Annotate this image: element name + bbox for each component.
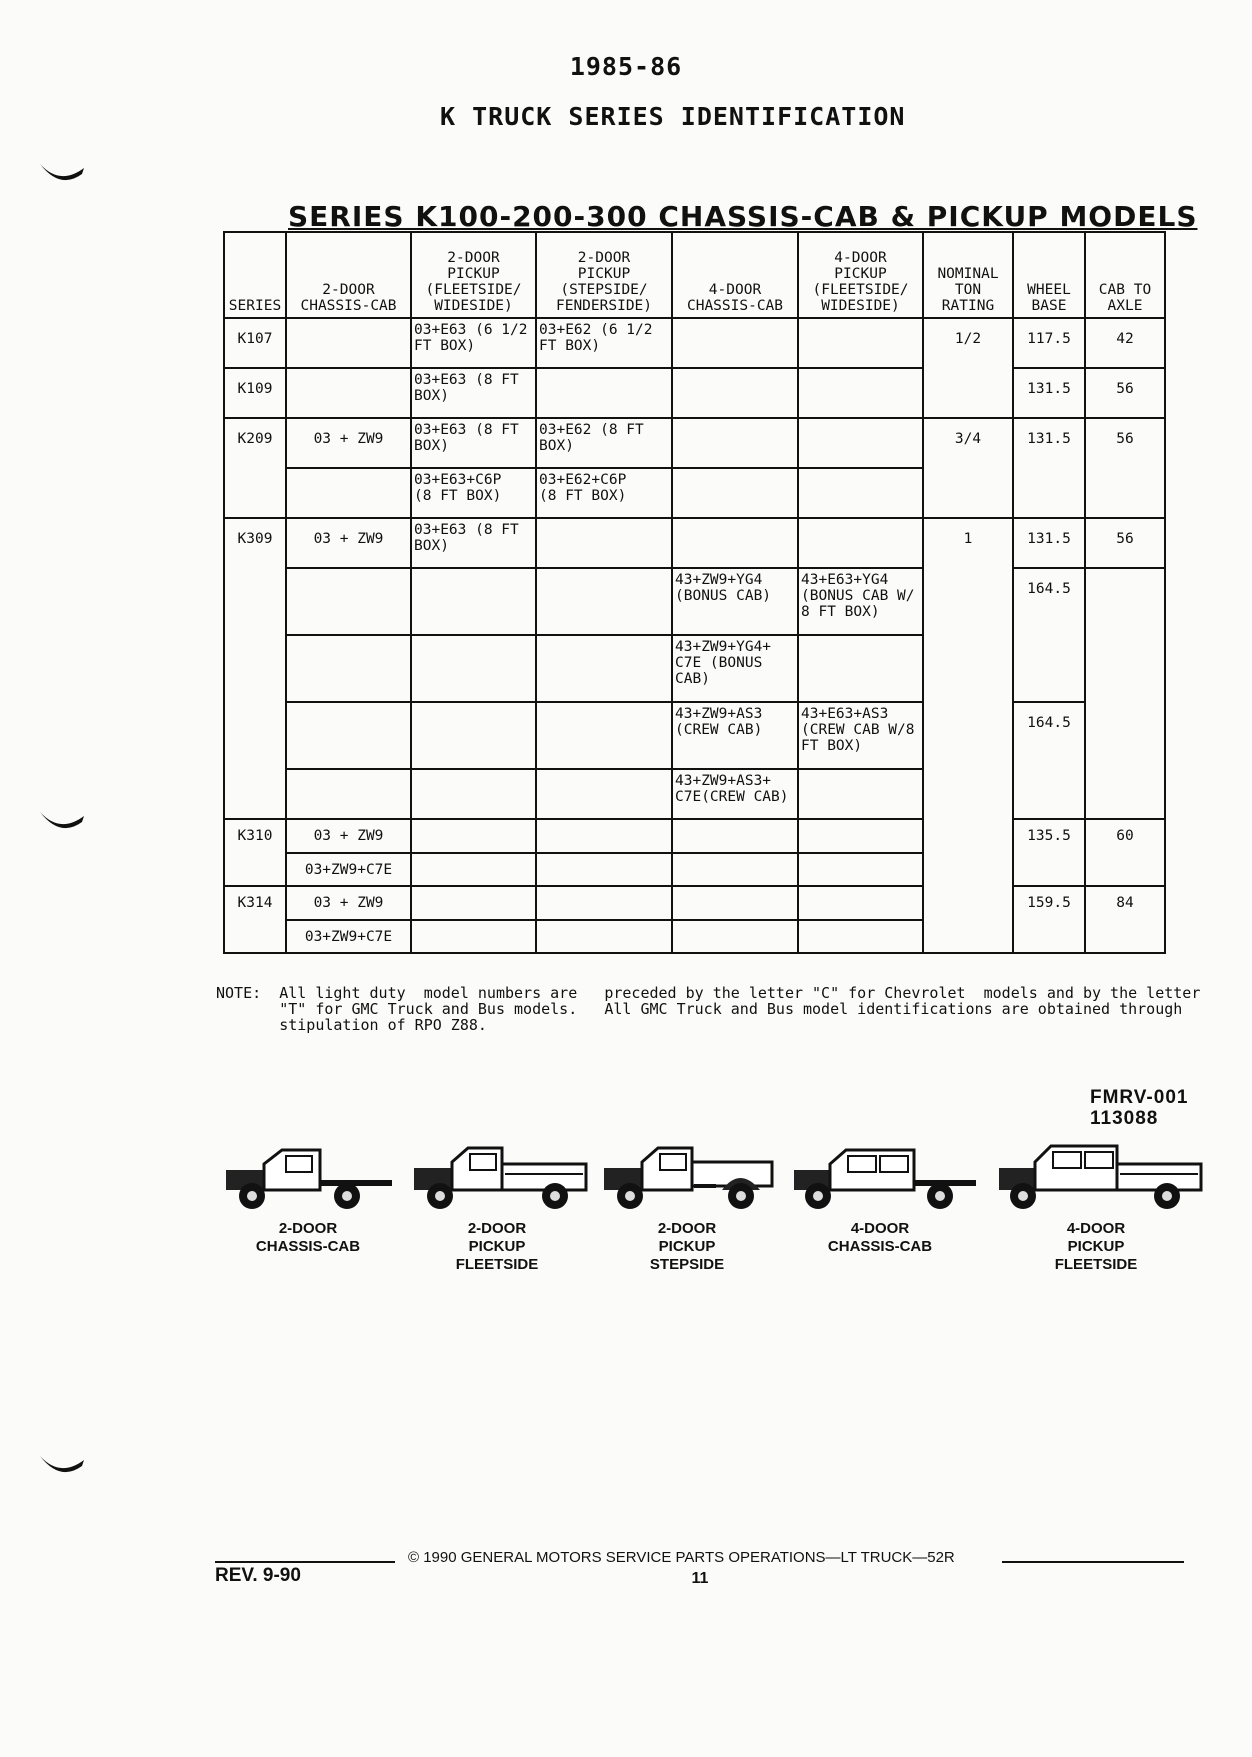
cell-wheel-base: 131.5 (1013, 418, 1085, 518)
cell (798, 769, 923, 819)
table-row (224, 886, 1165, 920)
cell (798, 920, 923, 953)
cell-wheel-base: 135.5 (1013, 819, 1085, 886)
cell (798, 518, 923, 568)
cell (672, 819, 798, 853)
cell: 03+ZW9+C7E (286, 853, 411, 886)
table-header-row (224, 232, 1165, 318)
col-header-4door-pickup: 4-DOOR PICKUP (FLEETSIDE/ WIDESIDE) (798, 232, 923, 318)
cell: 03+E62 (8 FT BOX) (536, 418, 672, 468)
cell (536, 853, 672, 886)
cell (536, 769, 672, 819)
cell (672, 318, 798, 368)
cell: 03+E63 (6 1/2 FT BOX) (411, 318, 536, 368)
binder-hole-mark (38, 1452, 86, 1474)
cell-cab-to-axle: 56 (1085, 368, 1165, 418)
col-header-wheel-base: WHEEL BASE (1013, 232, 1085, 318)
truck-label: 4-DOOR PICKUP FLEETSIDE (1054, 1220, 1138, 1273)
truck-label: 2-DOOR PICKUP STEPSIDE (649, 1220, 725, 1273)
table-row (224, 568, 1165, 635)
cell-series: K209 (224, 418, 286, 518)
cell (536, 368, 672, 418)
cell: 03+E63 (8 FT BOX) (411, 418, 536, 468)
cell-ton: 1/2 (923, 318, 1013, 418)
cell-wheel-base: 131.5 (1013, 368, 1085, 418)
table-row (224, 418, 1165, 468)
truck-4door-chassis-cab-illustration (790, 1140, 980, 1215)
figure-code: FMRV-001 113088 (1090, 1087, 1189, 1129)
cell (411, 769, 536, 819)
cell-wheel-base: 117.5 (1013, 318, 1085, 368)
cell (798, 635, 923, 702)
cell: 03 + ZW9 (286, 518, 411, 568)
cell: 43+E63+AS3 (CREW CAB W/8 FT BOX) (798, 702, 923, 769)
cell (1085, 568, 1165, 819)
table-row (224, 518, 1165, 568)
cell-cab-to-axle: 60 (1085, 819, 1165, 886)
cell: 03+E62+C6P (8 FT BOX) (536, 468, 672, 518)
note-text: NOTE: All light duty model numbers are preceded by the letter "C" for Chevrolet models and by the letter "T" for GMC Truck and Bus models. All GMC Truck and Bus model identifications are obtained through stipulation of RPO Z88. (216, 984, 1201, 1034)
page-title: K TRUCK SERIES IDENTIFICATION (440, 102, 906, 131)
table-row (224, 819, 1165, 853)
cell (411, 853, 536, 886)
cell: 03+E63 (8 FT BOX) (411, 518, 536, 568)
cell (286, 368, 411, 418)
cell (411, 819, 536, 853)
cell: 43+E63+YG4 (BONUS CAB W/ 8 FT BOX) (798, 568, 923, 635)
table-row (224, 702, 1165, 769)
footer-rule-left (215, 1561, 395, 1563)
truck-label: 2-DOOR PICKUP FLEETSIDE (455, 1220, 539, 1273)
cell (536, 635, 672, 702)
binder-hole-mark (38, 160, 86, 182)
cell (798, 318, 923, 368)
cell-series: K310 (224, 819, 286, 886)
cell (672, 920, 798, 953)
cell (411, 635, 536, 702)
col-header-2door-pickup-fleetside: 2-DOOR PICKUP (FLEETSIDE/ WIDESIDE) (411, 232, 536, 318)
cell-cab-to-axle: 42 (1085, 318, 1165, 368)
cell (286, 635, 411, 702)
cell: 03 + ZW9 (286, 886, 411, 920)
cell-cab-to-axle: 84 (1085, 886, 1165, 953)
cell-series: K309 (224, 518, 286, 819)
col-header-2door-pickup-stepside: 2-DOOR PICKUP (STEPSIDE/ FENDERSIDE) (536, 232, 672, 318)
col-header-2door-chassis: 2-DOOR CHASSIS-CAB (286, 232, 411, 318)
col-header-4door-chassis: 4-DOOR CHASSIS-CAB (672, 232, 798, 318)
truck-2door-chassis-cab-illustration (222, 1140, 397, 1215)
cell (798, 853, 923, 886)
truck-label: 4-DOOR CHASSIS-CAB (827, 1220, 933, 1255)
cell: 43+ZW9+AS3 (CREW CAB) (672, 702, 798, 769)
cell: 03 + ZW9 (286, 418, 411, 468)
truck-2door-pickup-stepside-illustration (600, 1140, 785, 1215)
cell (798, 886, 923, 920)
series-table (223, 231, 1166, 954)
cell-series: K109 (224, 368, 286, 418)
cell (411, 886, 536, 920)
cell (672, 468, 798, 518)
cell (798, 368, 923, 418)
truck-2door-pickup-fleetside-illustration (410, 1140, 590, 1215)
cell (798, 468, 923, 518)
cell (286, 468, 411, 518)
cell-wheel-base: 164.5 (1013, 702, 1085, 819)
cell (286, 318, 411, 368)
cell-series: K314 (224, 886, 286, 953)
page-year: 1985-86 (569, 52, 683, 81)
col-header-cab-to-axle: CAB TO AXLE (1085, 232, 1165, 318)
cell (672, 853, 798, 886)
cell (672, 886, 798, 920)
table-row (224, 368, 1165, 418)
cell (286, 702, 411, 769)
cell: 43+ZW9+YG4 (BONUS CAB) (672, 568, 798, 635)
cell (411, 702, 536, 769)
cell: 43+ZW9+AS3+ C7E(CREW CAB) (672, 769, 798, 819)
cell: 43+ZW9+YG4+ C7E (BONUS CAB) (672, 635, 798, 702)
footer-rule-right (1002, 1561, 1184, 1563)
cell: 03+E63+C6P (8 FT BOX) (411, 468, 536, 518)
cell (798, 819, 923, 853)
cell (536, 886, 672, 920)
cell (536, 920, 672, 953)
cell (536, 568, 672, 635)
truck-label: 2-DOOR CHASSIS-CAB (255, 1220, 361, 1255)
cell (536, 819, 672, 853)
cell-ton: 1 (923, 518, 1013, 953)
cell (286, 769, 411, 819)
cell-cab-to-axle: 56 (1085, 418, 1165, 518)
page-number: 11 (691, 1570, 709, 1587)
cell (672, 418, 798, 468)
cell (411, 920, 536, 953)
cell: 03+E62 (6 1/2 FT BOX) (536, 318, 672, 368)
cell: 03 + ZW9 (286, 819, 411, 853)
cell (536, 702, 672, 769)
binder-hole-mark (38, 808, 86, 830)
cell: 03+E63 (8 FT BOX) (411, 368, 536, 418)
cell-ton: 3/4 (923, 418, 1013, 518)
cell-cab-to-axle: 56 (1085, 518, 1165, 568)
section-title: SERIES K100-200-300 CHASSIS-CAB & PICKUP MODELS (288, 200, 1198, 233)
cell-wheel-base: 159.5 (1013, 886, 1085, 953)
cell: 03+ZW9+C7E (286, 920, 411, 953)
cell-wheel-base: 164.5 (1013, 568, 1085, 702)
cell (411, 568, 536, 635)
cell (798, 418, 923, 468)
footer-revision: REV. 9-90 (215, 1565, 301, 1586)
cell-wheel-base: 131.5 (1013, 518, 1085, 568)
truck-4door-pickup-fleetside-illustration (995, 1140, 1205, 1215)
cell (672, 518, 798, 568)
col-header-series: SERIES (224, 232, 286, 318)
cell (286, 568, 411, 635)
footer-copyright: © 1990 GENERAL MOTORS SERVICE PARTS OPERATIONS—LT TRUCK—52R (408, 1549, 955, 1566)
cell-series: K107 (224, 318, 286, 368)
cell (536, 518, 672, 568)
col-header-ton-rating: NOMINAL TON RATING (923, 232, 1013, 318)
table-row (224, 318, 1165, 368)
cell (672, 368, 798, 418)
